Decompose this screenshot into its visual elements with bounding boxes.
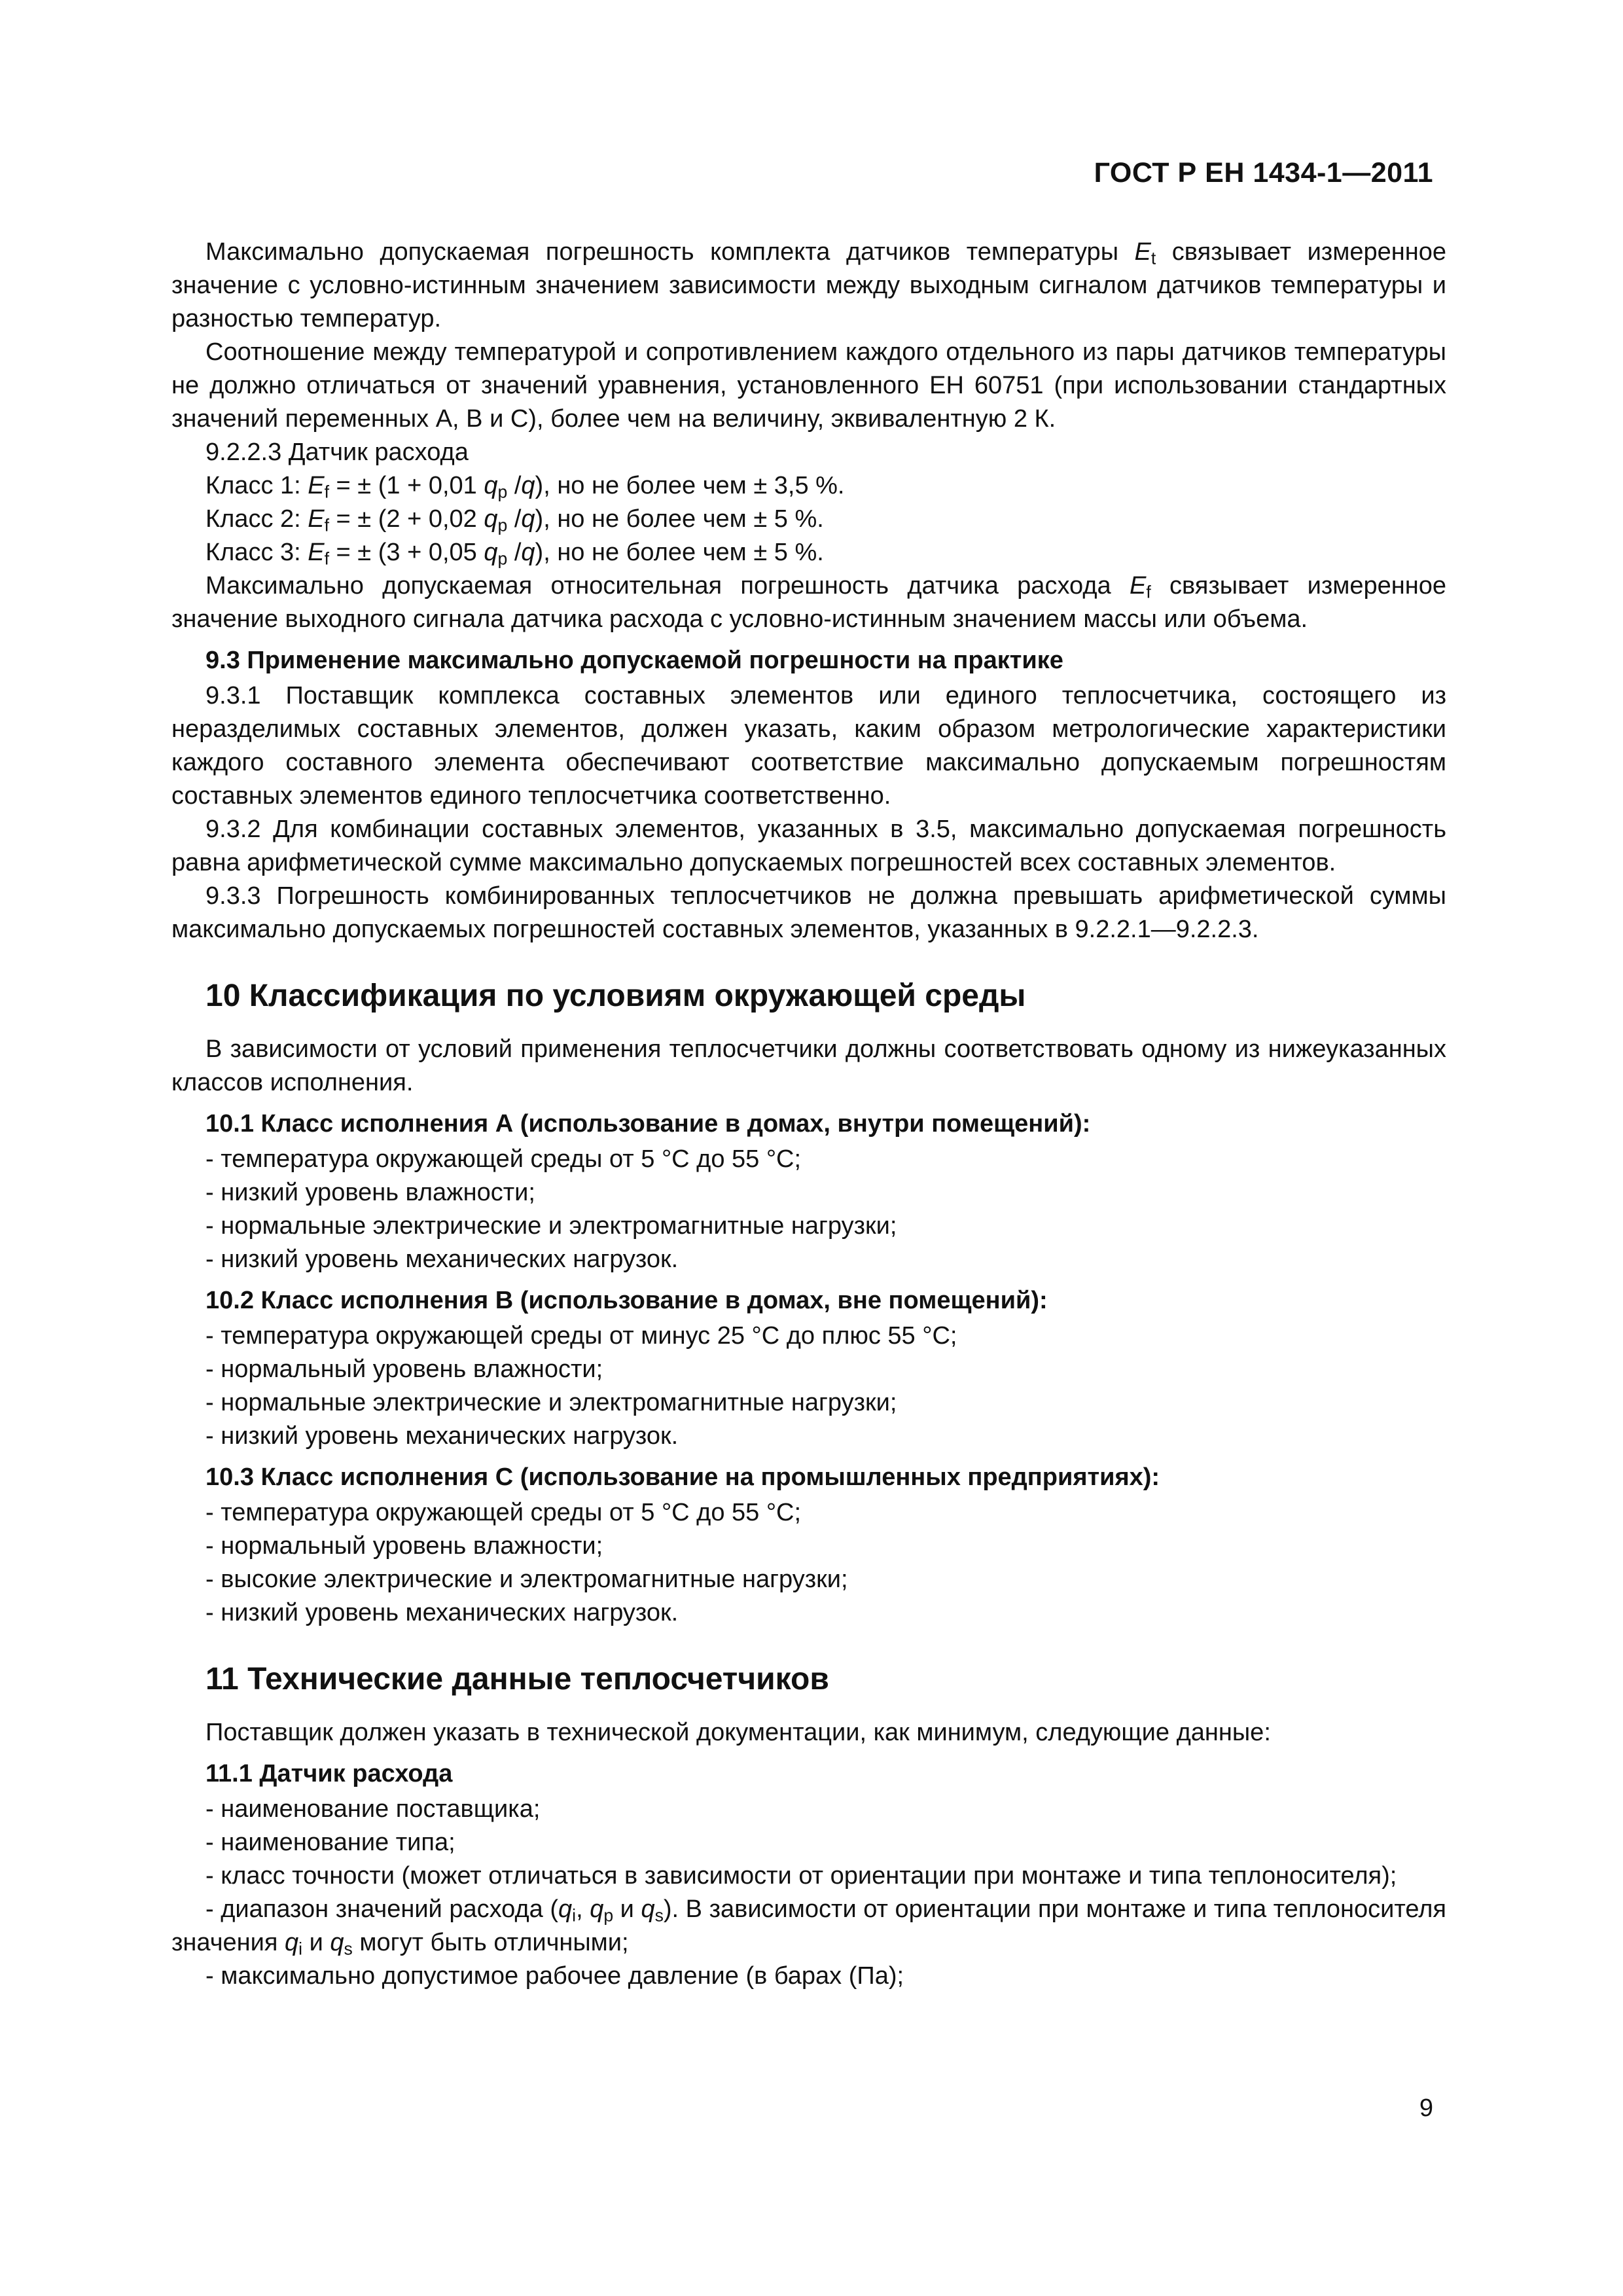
accuracy-class-2: Класс 2: $E_f$ = ± (2 + 0,02 $q_p$ /q), но не более чем ± 5 %.	[205, 505, 824, 535]
heading-section-11: 11 Технические данные теплосчетчиков	[205, 1662, 829, 1696]
list-item: - высокие электрические и электромагнитные нагрузки;	[205, 1566, 848, 1593]
clause-9-2-2-3: 9.2.2.3 Датчик расхода	[205, 439, 469, 466]
heading-10-1: 10.1 Класс исполнения А (использование в домах, внутри помещений):	[205, 1110, 1091, 1138]
heading-9-3: 9.3 Применение максимально допускаемой погрешности на практике	[205, 647, 1063, 674]
list-item: - температура окружающей среды от 5 °С до 55 °С;	[205, 1145, 802, 1173]
paragraph-temperature-sensor-error: Максимально допускаемая погрешность комплекта датчиков температуры $E_t$ связывает измеренное значение с условно-истинным значением зависимости между выходным сигналом датчиков температуры и разностью температур.	[171, 238, 1446, 332]
list-item: - температура окружающей среды от 5 °С до 55 °С;	[205, 1499, 802, 1526]
heading-10-2: 10.2 Класс исполнения В (использование в домах, вне помещений):	[205, 1287, 1048, 1314]
list-item: - низкий уровень механических нагрузок.	[205, 1422, 679, 1450]
list-item: - наименование поставщика;	[205, 1795, 541, 1823]
page-number: 9	[1419, 2094, 1433, 2122]
list-item: - максимально допустимое рабочее давление (в барах (Па);	[205, 1962, 904, 1990]
list-item: - нормальные электрические и электромагнитные нагрузки;	[205, 1389, 897, 1416]
clause-9-3-2: 9.3.2 Для комбинации составных элементов, указанных в 3.5, максимально допускаемая погрешность равна арифметической сумме максимально допускаемых погрешностей всех составных элементов.	[171, 816, 1446, 876]
heading-section-10: 10 Классификация по условиям окружающей среды	[205, 978, 1026, 1013]
list-item: - нормальный уровень влажности;	[205, 1532, 603, 1560]
list-item: - низкий уровень механических нагрузок.	[205, 1599, 679, 1626]
list-item: - нормальный уровень влажности;	[205, 1355, 603, 1383]
list-item-flow-range: - диапазон значений расхода ($q_i$, $q_p$ и $q_s$). В зависимости от ориентации при монтаже и типа теплоносителя значения $q_i$ и $q_s$ могут быть отличными;	[171, 1895, 1446, 1959]
list-item: - низкий уровень механических нагрузок.	[205, 1246, 679, 1273]
list-item: - наименование типа;	[205, 1829, 455, 1856]
section-11-intro: Поставщик должен указать в технической документации, как минимум, следующие данные:	[205, 1719, 1271, 1746]
section-10-intro: В зависимости от условий применения теплосчетчики должны соответствовать одному из нижеуказанных классов исполнения.	[171, 1035, 1446, 1096]
accuracy-class-3: Класс 3: $E_f$ = ± (3 + 0,05 $q_p$ /q), но не более чем ± 5 %.	[205, 539, 824, 569]
list-item: - класс точности (может отличаться в зависимости от ориентации при монтаже и типа теплоносителя);	[205, 1862, 1397, 1890]
clause-9-3-1: 9.3.1 Поставщик комплекса составных элементов или единого теплосчетчика, состоящего из неразделимых составных элементов, должен указать, каким образом метрологические характеристики каждого составного элемента обеспечивают соответствие максимально допускаемым погрешностям составных элементов единого теплосчетчика соответственно.	[171, 682, 1446, 810]
heading-11-1: 11.1 Датчик расхода	[205, 1760, 453, 1787]
clause-9-3-3: 9.3.3 Погрешность комбинированных теплосчетчиков не должна превышать арифметической суммы максимально допускаемых погрешностей составных элементов, указанных в 9.2.2.1—9.2.2.3.	[171, 882, 1446, 943]
heading-10-3: 10.3 Класс исполнения С (использование на промышленных предприятиях):	[205, 1463, 1160, 1491]
list-item: - низкий уровень влажности;	[205, 1179, 535, 1206]
document-header: ГОСТ Р ЕН 1434-1—2011	[1094, 157, 1433, 188]
accuracy-class-1: Класс 1: $E_f$ = ± (1 + 0,01 $q_p$ /q), но не более чем ± 3,5 %.	[205, 472, 845, 502]
document-body	[171, 236, 1446, 1993]
paragraph-flow-sensor-error: Максимально допускаемая относительная погрешность датчика расхода $E_f$ связывает измеренное значение выходного сигнала датчика расхода с условно-истинным значением массы или объема.	[171, 572, 1447, 633]
list-item: - нормальные электрические и электромагнитные нагрузки;	[205, 1212, 897, 1240]
list-item: - температура окружающей среды от минус 25 °С до плюс 55 °С;	[205, 1322, 957, 1350]
paragraph-resistance-relation: Соотношение между температурой и сопротивлением каждого отдельного из пары датчиков температуры не должно отличаться от значений уравнения, установленного ЕН 60751 (при использовании стандартных значений переменных А, В и С), более чем на величину, эквивалентную 2 К.	[171, 338, 1446, 433]
